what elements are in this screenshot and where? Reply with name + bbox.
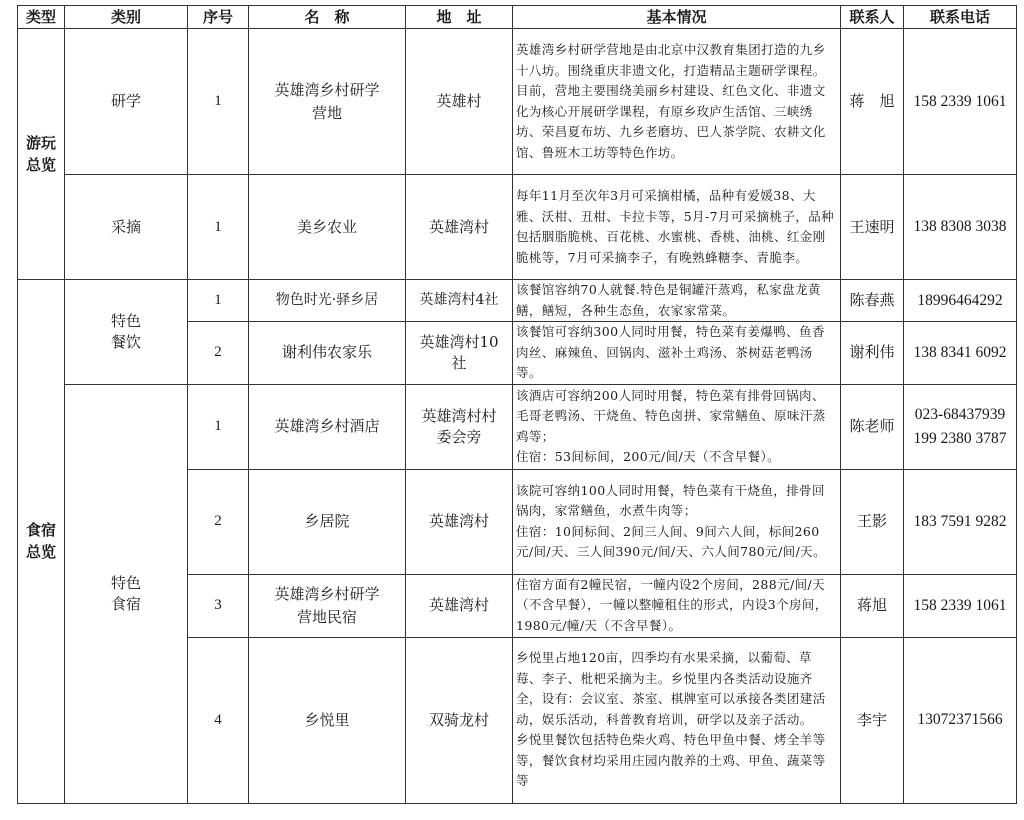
venue-description: 该餐馆可容纳300人同时用餐，特色菜有姜爆鸭、鱼香肉丝、麻辣鱼、回锅肉、滋补土鸡汤、茶树菇老鸭汤等。 bbox=[513, 322, 841, 385]
header-type: 类型 bbox=[18, 6, 65, 29]
venue-description: 该院可容纳100人同时用餐，特色菜有干烧鱼，排骨回锅肉，家常鳝鱼，水煮牛肉等； 住宿：10间标间、2间三人间、9间六人间，标间260元/间/天、三人间390元/间/天、六人间780元/间/天。 bbox=[513, 469, 841, 574]
venue-description: 该餐馆容纳70人就餐.特色是铜罐汗蒸鸡，私家盘龙黄鳝，鳝短，各种生态鱼，农家家常菜。 bbox=[513, 280, 841, 322]
venue-name: 英雄湾乡村研学 营地民宿 bbox=[249, 574, 406, 637]
venue-name: 乡悦里 bbox=[249, 637, 406, 803]
category-lodging: 特色 食宿 bbox=[65, 384, 188, 803]
row-number: 2 bbox=[188, 469, 249, 574]
venue-description: 乡悦里占地120亩，四季均有水果采摘，以葡萄、草莓、李子、枇杷采摘为主。乡悦里内各类活动设施齐全，设有：会议室、茶室、棋牌室可以承接各类团建活动，娱乐活动，科普教育培训，研学以及亲子活动。 乡悦里餐饮包括特色柴火鸡、特色甲鱼中餐、烤全羊等等，餐饮食材均采用庄园内散养的土鸡、甲鱼、蔬菜等等 bbox=[513, 637, 841, 803]
row-number: 2 bbox=[188, 322, 249, 385]
venue-name: 美乡农业 bbox=[249, 175, 406, 280]
venue-description: 住宿方面有2幢民宿，一幢内设2个房间，288元/间/天（不含早餐），一幢以整幢租住的形式，内设3个房间，1980元/幢/天（不含早餐）。 bbox=[513, 574, 841, 637]
venue-description: 每年11月至次年3月可采摘柑橘，品种有爱媛38、大雅、沃柑、丑柑、卡拉卡等，5月-7月可采摘桃子，品种包括胭脂脆桃、百花桃、水蜜桃、香桃、油桃、红金刚脆桃等，7月可采摘李子，有晚熟蜂糖李、青脆李。 bbox=[513, 175, 841, 280]
attractions-table bbox=[17, 5, 1017, 804]
category-study: 研学 bbox=[65, 29, 188, 175]
venue-name: 英雄湾乡村研学 营地 bbox=[249, 29, 406, 175]
contact-phone: 13072371566 bbox=[904, 637, 1017, 803]
row-number: 1 bbox=[188, 29, 249, 175]
venue-address: 英雄湾村 bbox=[406, 469, 513, 574]
contact-phone: 138 8308 3038 bbox=[904, 175, 1017, 280]
contact-phone: 023-68437939 199 2380 3787 bbox=[904, 384, 1017, 469]
row-number: 3 bbox=[188, 574, 249, 637]
venue-description: 该酒店可容纳200人同时用餐，特色菜有排骨回锅肉、毛哥老鸭汤、干烧鱼、特色卤拼、家常鳝鱼、原味汗蒸鸡等； 住宿：53间标间，200元/间/天（不含早餐）。 bbox=[513, 384, 841, 469]
contact-person: 陈春燕 bbox=[841, 280, 904, 322]
header-phone: 联系电话 bbox=[904, 6, 1017, 29]
contact-person: 李宇 bbox=[841, 637, 904, 803]
contact-phone: 158 2339 1061 bbox=[904, 574, 1017, 637]
contact-phone: 158 2339 1061 bbox=[904, 29, 1017, 175]
venue-name: 英雄湾乡村酒店 bbox=[249, 384, 406, 469]
table-row bbox=[18, 175, 1017, 280]
table-row bbox=[18, 29, 1017, 175]
venue-name: 物色时光·驿乡居 bbox=[249, 280, 406, 322]
contact-person: 王速明 bbox=[841, 175, 904, 280]
row-number: 1 bbox=[188, 175, 249, 280]
table-row bbox=[18, 280, 1017, 322]
section-play: 游玩 总览 bbox=[18, 29, 65, 280]
venue-name: 谢利伟农家乐 bbox=[249, 322, 406, 385]
contact-person: 谢利伟 bbox=[841, 322, 904, 385]
row-number: 1 bbox=[188, 280, 249, 322]
category-pick: 采摘 bbox=[65, 175, 188, 280]
header-address: 地 址 bbox=[406, 6, 513, 29]
contact-phone: 138 8341 6092 bbox=[904, 322, 1017, 385]
header-name: 名 称 bbox=[249, 6, 406, 29]
row-number: 4 bbox=[188, 637, 249, 803]
section-stay: 食宿 总览 bbox=[18, 280, 65, 804]
table-row bbox=[18, 384, 1017, 469]
venue-address: 英雄湾村10 社 bbox=[406, 322, 513, 385]
venue-address: 英雄湾村 bbox=[406, 175, 513, 280]
venue-description: 英雄湾乡村研学营地是由北京中汉教育集团打造的九乡十八坊。围绕重庆非遗文化，打造精品主题研学课程。目前，营地主要围绕美丽乡村建设、红色文化、非遗文化为核心开展研学课程，有原乡玫庐生活馆、三峡绣坊、荣昌夏布坊、九乡老磨坊、巴人茶学院、农耕文化馆、鲁班木工坊等特色作坊。 bbox=[513, 29, 841, 175]
venue-address: 双骑龙村 bbox=[406, 637, 513, 803]
contact-person: 蒋 旭 bbox=[841, 29, 904, 175]
row-number: 1 bbox=[188, 384, 249, 469]
header-row bbox=[18, 6, 1017, 29]
venue-address: 英雄湾村4社 bbox=[406, 280, 513, 322]
venue-name: 乡居院 bbox=[249, 469, 406, 574]
header-number: 序号 bbox=[188, 6, 249, 29]
contact-person: 陈老师 bbox=[841, 384, 904, 469]
contact-phone: 18996464292 bbox=[904, 280, 1017, 322]
header-contact: 联系人 bbox=[841, 6, 904, 29]
contact-phone: 183 7591 9282 bbox=[904, 469, 1017, 574]
header-category: 类别 bbox=[65, 6, 188, 29]
contact-person: 王影 bbox=[841, 469, 904, 574]
contact-person: 蒋旭 bbox=[841, 574, 904, 637]
category-dining: 特色 餐饮 bbox=[65, 280, 188, 385]
venue-address: 英雄村 bbox=[406, 29, 513, 175]
venue-address: 英雄湾村 bbox=[406, 574, 513, 637]
venue-address: 英雄湾村村 委会旁 bbox=[406, 384, 513, 469]
header-description: 基本情况 bbox=[513, 6, 841, 29]
